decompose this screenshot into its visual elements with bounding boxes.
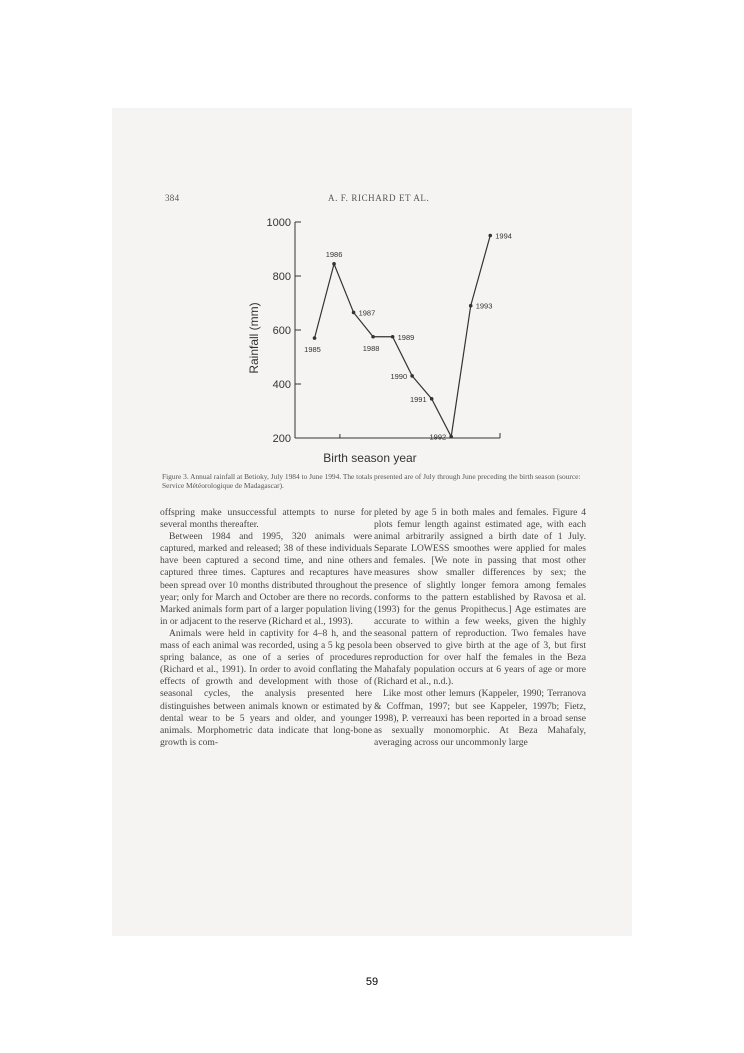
footer-page-number: 59	[365, 976, 379, 988]
paragraph: Animals were held in captivity for 4–8 h, and the mass of each animal was recorded, using a 5 kg pesola spring balance, as one of a series of procedures (Richard et al., 1991). In order to avoid conflating the effects of growth and development with those of seasonal cycles, the analysis presented here distinguishes between animals known or estimated by dental wear to be 5 years and older, and younger animals. Morphometric data indicate that long-bone growth is com-	[160, 627, 372, 748]
data-point	[488, 234, 492, 238]
data-point	[332, 262, 336, 266]
data-point	[430, 397, 434, 401]
paragraph: pleted by age 5 in both males and females. Figure 4 plots femur length against estimated age, with each animal arbitrarily assigned a birth date of 1 July. Separate LOWESS smoothes were applied for males and females. [We note in passing that most other measures show smaller differences by sex; the presence of slightly longer femora among females conforms to the pattern established by Ravosa et al. (1993) for the genus Propithecus.] Age estimates are accurate to within a few weeks, given the highly seasonal pattern of reproduction. Two females have been observed to give birth at the age of 3, but first reproduction for over half the females in the Beza Mahafaly population occurs at 6 years of age or more (Richard et al., n.d.).	[374, 507, 586, 688]
data-point	[469, 304, 473, 308]
rainfall-chart	[236, 210, 510, 470]
point-label: 1987	[358, 308, 376, 318]
x-axis-label: Birth season year	[323, 451, 417, 465]
data-point	[313, 336, 317, 340]
point-label: 1991	[409, 394, 427, 404]
data-point	[449, 435, 453, 439]
figure-caption: Figure 3. Annual rainfall at Betioky, July 1984 to June 1994. The totals presented are of July through June preceding the birth season (source: Service Météorologique de Madagascar).	[162, 472, 581, 490]
y-tick-label: 200	[272, 433, 291, 445]
data-point	[371, 335, 375, 339]
paragraph: Between 1984 and 1995, 320 animals were captured, marked and released; 38 of these individuals have been captured a second time, and nine others captured three times. Captures and recaptures have been spread over 10 months distributed throughout the year; only for March and October are there no records. Marked animals form part of a larger population living in or adjacent to the reserve (Richard et al., 1993).	[160, 531, 372, 627]
data-point	[410, 374, 414, 378]
y-tick-label: 800	[272, 271, 291, 283]
point-label: 1986	[325, 249, 343, 259]
chart-marks	[304, 232, 512, 442]
point-label: 1988	[362, 343, 380, 353]
data-point	[391, 335, 395, 339]
point-label: 1992	[429, 432, 447, 442]
paragraph: offspring make unsuccessful attempts to nurse for several months thereafter.	[160, 507, 372, 531]
y-tick-label: 1000	[266, 217, 291, 229]
point-label: 1993	[475, 301, 493, 311]
data-point	[352, 311, 356, 315]
point-label: 1994	[495, 231, 512, 241]
paragraph: Like most other lemurs (Kappeler, 1990; Terranova & Coffman, 1997; but see Kappeler, 1997b; Fietz, 1998), P. verreauxi has been reported in a broad sense as sexually monomorphic. At Beza Mahafaly, averaging across our uncommonly large	[374, 688, 586, 748]
y-axis-label: Rainfall (mm)	[247, 302, 261, 374]
body-column-left	[160, 507, 372, 749]
chart-axes	[267, 217, 500, 445]
point-label: 1985	[304, 345, 321, 355]
point-label: 1989	[397, 332, 415, 342]
running-head: A. F. RICHARD ET AL.	[328, 193, 430, 203]
page-number: 384	[165, 193, 180, 203]
body-column-right	[374, 507, 586, 749]
y-tick-label: 400	[272, 379, 291, 391]
point-label: 1990	[390, 371, 408, 381]
y-tick-label: 600	[272, 325, 291, 337]
